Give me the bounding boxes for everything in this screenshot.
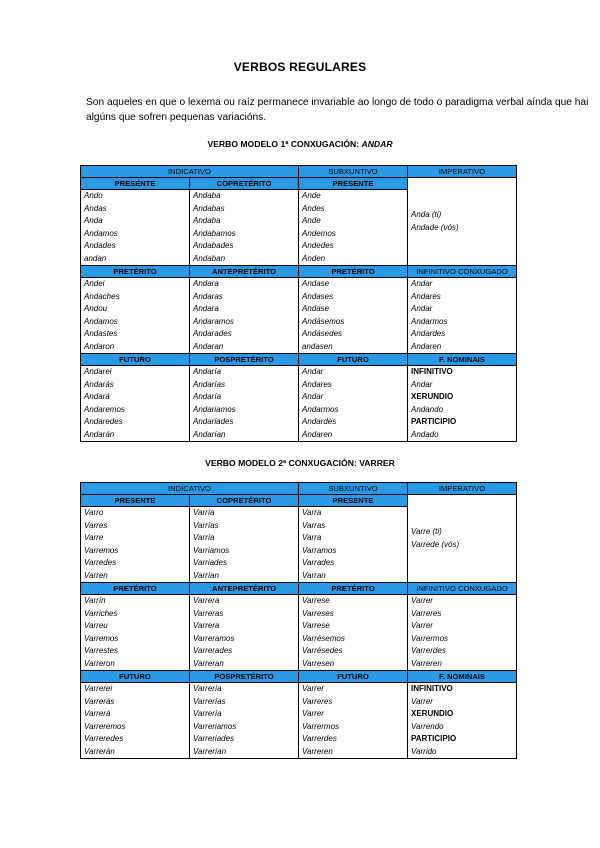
imperative-cell [408, 178, 517, 266]
forms-cell [81, 683, 190, 759]
verb-form: Varreran [193, 658, 224, 668]
verb-form: Andabas [193, 203, 225, 213]
verb-form: Andar [302, 392, 324, 401]
verb-form: Andardes [411, 329, 446, 338]
verb-form: Varría [193, 533, 215, 542]
verb-form: INFINITIVO [411, 684, 453, 693]
verb-form: INFINITIVO [411, 367, 453, 376]
verb-form: Andara [193, 279, 219, 288]
verb-form: Andado [411, 429, 439, 439]
verb-form: Varrer [411, 696, 433, 706]
verb-form: Varrera [193, 621, 220, 630]
verb-form: Andamos [84, 316, 118, 326]
verb-form: Varrerá [84, 709, 111, 718]
verb-form: Anden [302, 253, 326, 263]
verb-form: Varramos [302, 545, 337, 555]
verb-form: Andando [411, 404, 444, 414]
verb-form: Andásemos [302, 316, 345, 326]
verb-form: Andaches [84, 291, 120, 301]
forms-cell [190, 507, 299, 583]
verb-form: Varrer [302, 684, 324, 693]
verb-form: Andarías [193, 379, 226, 389]
verb-form: Varrerei [84, 684, 113, 693]
verb-form: Andará [84, 392, 110, 401]
subxuntivo-header: SUBXUNTIVO [299, 166, 408, 178]
verb-form: Varrer [302, 709, 324, 718]
verb-form: Varres [84, 520, 108, 530]
verb-form: Anda [84, 216, 103, 225]
verb-form: Andei [84, 279, 105, 288]
verb-form: Varrésedes [302, 646, 343, 655]
verb-form: Andardes [302, 417, 337, 426]
verb-form: Andariades [193, 417, 234, 426]
forms-cell [190, 366, 299, 442]
verb-form: Andamos [84, 228, 118, 238]
verb-form: Varrería [193, 709, 222, 718]
verb-form: Varrendo [411, 721, 444, 731]
verb-form: Varreremos [84, 721, 126, 731]
verb-form: Andes [302, 203, 325, 213]
forms-cell [299, 278, 408, 354]
forms-cell [408, 595, 517, 671]
verb-form: Varrerdes [302, 734, 337, 743]
verb-form: Andabamos [193, 228, 236, 238]
verb-form: Andarían [193, 429, 226, 439]
verb-form: Andares [302, 379, 332, 389]
model1-title [0, 139, 600, 149]
verb-form: Andemos [302, 228, 336, 238]
tense-header: PRESENTE [81, 178, 190, 190]
tense-header: INFINITIVO CONXUGADO [408, 583, 517, 595]
verb-form: andan [84, 253, 107, 263]
verb-form: Varreramos [193, 633, 235, 643]
verb-form: Varreriamos [193, 721, 237, 731]
verb-form: Andaran [193, 341, 224, 351]
tense-header: PRESENTE [299, 178, 408, 190]
verb-form: Andaramos [193, 316, 234, 326]
tense-header: FUTURO [299, 671, 408, 683]
verb-form: XERUNDIO [411, 709, 454, 718]
forms-cell [81, 507, 190, 583]
tense-header: PRESENTE [81, 495, 190, 507]
forms-cell [190, 190, 299, 266]
verb-form: Andades [84, 241, 116, 250]
verb-form: Andar [411, 379, 433, 389]
verb-form: Ande [302, 191, 321, 200]
verb-form: Andarmos [411, 316, 448, 326]
verb-form: Varrades [302, 558, 335, 567]
verb-form: Varreron [84, 658, 115, 668]
verb-form: Andar [302, 367, 324, 376]
verb-form: Andaren [302, 429, 333, 439]
verb-form: Varrerás [84, 696, 115, 706]
forms-cell [408, 683, 517, 759]
verb-form: Varriades [193, 558, 227, 567]
forms-cell [81, 278, 190, 354]
verb-form: Varren [84, 570, 108, 580]
tense-header: F. NOMINAIS [408, 671, 517, 683]
verb-form: Varrese [302, 621, 330, 630]
subxuntivo-header: SUBXUNTIVO [299, 483, 408, 495]
verb-form: Varrías [193, 520, 219, 530]
verb-form: Andar [411, 279, 433, 288]
forms-cell [299, 190, 408, 266]
verb-form: Andaras [193, 291, 223, 301]
verb-form: Varriamos [193, 545, 230, 555]
verb-form: Andabades [193, 241, 234, 250]
model1-table [80, 165, 517, 442]
verb-form: Varreras [193, 608, 224, 618]
verb-form: Andou [84, 304, 108, 313]
verb-form: Andaremos [84, 404, 125, 414]
verb-form: Varran [302, 570, 326, 580]
forms-cell [299, 507, 408, 583]
verb-form: Andaredes [84, 417, 123, 426]
verb-form: Andaba [193, 191, 221, 200]
model1-title-prefix: VERBO MODELO 1ª CONXUGACIÓN: [207, 139, 362, 149]
indicativo-header: INDICATIVO [81, 483, 299, 495]
indicativo-header: INDICATIVO [81, 166, 299, 178]
tense-header: POSPRETÉRITO [190, 354, 299, 366]
tense-header: PRESENTE [299, 495, 408, 507]
tense-header: COPRETÉRITO [190, 178, 299, 190]
verb-form: Andastes [84, 329, 118, 338]
verb-form: Andarán [84, 429, 115, 439]
verb-form: Varredes [84, 558, 117, 567]
forms-cell [81, 366, 190, 442]
verb-form: Varreren [302, 746, 333, 756]
verb-form: Andas [84, 203, 107, 213]
verb-form: PARTICIPIO [411, 417, 457, 426]
model2-title-prefix: VERBO MODELO 2ª CONXUGACIÓN: [205, 458, 360, 468]
imperativo-header: IMPERATIVO [408, 483, 517, 495]
verb-form: Varrer [411, 596, 433, 605]
forms-cell [81, 190, 190, 266]
verb-form: Andaren [411, 341, 442, 351]
tense-header: PRETÉRITO [81, 266, 190, 278]
verb-form: Varrín [84, 596, 106, 605]
verb-form: Varrerades [193, 646, 233, 655]
tense-header: FUTURO [81, 354, 190, 366]
verb-form: Varrestes [84, 646, 118, 655]
verb-form: Andaron [84, 341, 115, 351]
verb-form: Varro [84, 508, 104, 517]
verb-form: Varresen [302, 658, 335, 668]
verb-form: Varría [193, 508, 215, 517]
verb-form: Varrerían [193, 746, 227, 756]
verb-form: Varra [302, 533, 322, 542]
verb-form: Andásedes [302, 329, 343, 338]
verb-form: Andar [411, 304, 433, 313]
verb-form: Varra [302, 508, 322, 517]
verb-form: Andaría [193, 392, 222, 401]
page-title: VERBOS REGULARES [233, 60, 367, 74]
verb-form: Andaría [193, 367, 222, 376]
verb-form: Varrera [193, 596, 220, 605]
verb-form: Varre (ti) [411, 527, 442, 536]
model1-title-verb: ANDAR [361, 139, 393, 149]
verb-form: Andaba [193, 216, 221, 225]
tense-header: F. NOMINAIS [408, 354, 517, 366]
verb-form: Varreres [302, 696, 333, 706]
verb-form: Varrede (vós) [411, 539, 460, 549]
verb-form: Andarás [84, 379, 114, 389]
verb-form: Varras [302, 520, 326, 530]
verb-form: Varre [84, 533, 104, 542]
tense-header: PRETÉRITO [299, 583, 408, 595]
verb-form: Varrerán [84, 746, 115, 756]
forms-cell [190, 595, 299, 671]
model2-title [0, 458, 600, 468]
verb-form: Varrermos [302, 721, 340, 731]
tense-header: PRETÉRITO [299, 266, 408, 278]
forms-cell [190, 278, 299, 354]
verb-form: Andara [193, 304, 219, 313]
forms-cell [299, 366, 408, 442]
tense-header: INFINITIVO CONXUGADO [408, 266, 517, 278]
forms-cell [81, 595, 190, 671]
verb-form: Andarades [193, 329, 232, 338]
verb-form: andasen [302, 341, 333, 351]
verb-form: Andase [302, 279, 330, 288]
forms-cell [190, 683, 299, 759]
verb-form: Varrerías [193, 696, 226, 706]
forms-cell [299, 683, 408, 759]
verb-form: Varreriades [193, 734, 235, 743]
model2-table [80, 482, 517, 759]
intro-paragraph: Son aqueles en que o lexema ou raíz permanece invariable ao longo de todo o paradigma verbal aínda que hai algúns que sofren pequenas variacións. [86, 97, 589, 123]
verb-form: Ando [84, 191, 103, 200]
verb-form: Varremos [84, 633, 119, 643]
verb-form: Varreu [84, 621, 108, 630]
verb-form: Andarmos [302, 404, 339, 414]
forms-cell [299, 595, 408, 671]
verb-form: Andade (vós) [411, 222, 459, 232]
tense-header: POSPRETÉRITO [190, 671, 299, 683]
verb-form: Varreres [411, 608, 442, 618]
tense-header: PRETÉRITO [81, 583, 190, 595]
verb-form: Varriches [84, 608, 118, 618]
verb-form: Varreredes [84, 734, 124, 743]
imperative-cell [408, 495, 517, 583]
verb-form: Varreses [302, 608, 334, 618]
verb-form: PARTICIPIO [411, 734, 457, 743]
tense-header: COPRETÉRITO [190, 495, 299, 507]
verb-form: Varrese [302, 596, 330, 605]
verb-form: Varrería [193, 684, 222, 693]
tense-header: FUTURO [299, 354, 408, 366]
forms-cell [408, 366, 517, 442]
verb-form: Andedes [302, 241, 334, 250]
verb-form: Andarei [84, 367, 112, 376]
verb-form: Varrésemos [302, 633, 345, 643]
verb-form: XERUNDIO [411, 392, 454, 401]
tense-header: ANTEPRETÉRITO [190, 583, 299, 595]
forms-cell [408, 278, 517, 354]
verb-form: Varremos [84, 545, 119, 555]
tense-header: ANTEPRETÉRITO [190, 266, 299, 278]
verb-form: Ande [302, 216, 321, 225]
verb-form: Varrerdes [411, 646, 446, 655]
verb-form: Varrer [411, 621, 433, 630]
verb-form: Anda (ti) [411, 210, 442, 219]
model2-title-verb: VARRER [359, 458, 395, 468]
imperativo-header: IMPERATIVO [408, 166, 517, 178]
verb-form: Andares [411, 291, 441, 301]
verb-form: Andariamos [193, 404, 236, 414]
tense-header: FUTURO [81, 671, 190, 683]
verb-form: Varrido [411, 746, 437, 756]
verb-form: Andases [302, 291, 334, 301]
verb-form: Varrermos [411, 633, 449, 643]
verb-form: Varreren [411, 658, 442, 668]
verb-form: Andaban [193, 253, 226, 263]
verb-form: Andase [302, 304, 330, 313]
verb-form: Varrían [193, 570, 219, 580]
